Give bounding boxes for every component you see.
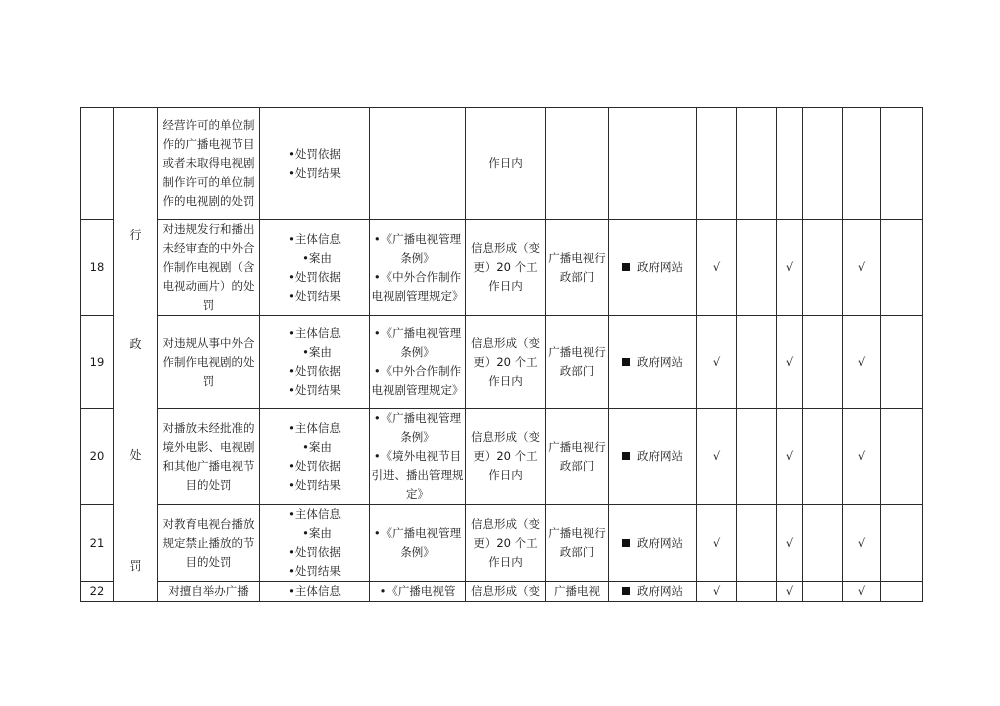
- content-item: [288, 230, 341, 249]
- check-cell: [737, 409, 777, 505]
- bullet-mark: •: [288, 326, 295, 340]
- check-cell: [697, 108, 737, 220]
- content-item: [288, 164, 341, 183]
- check-cell: [803, 316, 843, 409]
- legal-basis: [370, 505, 466, 582]
- bullet-mark: •: [288, 146, 295, 161]
- disclosure-content: [260, 582, 370, 602]
- content-text: 处罚结果: [294, 288, 341, 303]
- responsible-dept: 广播电视行政部门: [546, 505, 609, 582]
- disclosure-time: 作日内: [466, 108, 546, 220]
- row-number: 20: [81, 409, 114, 505]
- row-number: 22: [81, 582, 114, 602]
- content-text: 处罚依据: [294, 146, 341, 161]
- bullet-mark: •: [379, 584, 387, 598]
- bullet-mark: •: [373, 449, 381, 463]
- law-text: 《中外合作制作电视剧管理规定》: [371, 364, 464, 397]
- legal-basis: [370, 409, 466, 505]
- disclosure-channel: [609, 316, 697, 409]
- bullet-mark: •: [288, 231, 295, 246]
- category-char: 行: [129, 227, 142, 242]
- law-item: [370, 362, 465, 400]
- content-text: 主体信息: [294, 326, 341, 340]
- bullet-mark: •: [288, 269, 295, 284]
- check-cell: √: [777, 220, 803, 316]
- responsible-dept: 广播电视行政部门: [546, 220, 609, 316]
- disclosure-time: 信息形成（变更）20 个工作日内: [466, 409, 546, 505]
- check-cell: √: [843, 409, 881, 505]
- law-text: 《中外合作制作电视剧管理规定》: [371, 269, 464, 303]
- content-text: 案由: [308, 526, 332, 540]
- check-cell: [737, 220, 777, 316]
- disclosure-channel: [609, 582, 697, 602]
- law-item: [370, 447, 465, 504]
- content-item: [288, 505, 341, 524]
- item-name: 对播放未经批准的境外电影、电视剧和其他广播电视节目的处罚: [158, 409, 260, 505]
- check-cell: [803, 108, 843, 220]
- disclosure-channel: [609, 220, 697, 316]
- law-text: 《广播电视管理条例》: [380, 231, 462, 265]
- disclosure-channel: [609, 505, 697, 582]
- channel-text: 政府网站: [637, 584, 683, 598]
- responsible-dept: [546, 108, 609, 220]
- content-text: 处罚依据: [294, 269, 341, 284]
- square-bullet-icon: [622, 263, 630, 271]
- content-text: 主体信息: [294, 420, 341, 435]
- legal-basis: [370, 220, 466, 316]
- check-cell: [737, 108, 777, 220]
- category-char: 处: [129, 447, 142, 462]
- content-list: [288, 230, 341, 306]
- content-item: [288, 438, 341, 457]
- table-row: [81, 220, 923, 316]
- bullet-mark: •: [288, 364, 295, 378]
- table-row: [81, 316, 923, 409]
- law-text: 《广播电视管: [386, 584, 456, 598]
- check-cell: [737, 582, 777, 602]
- category-char: 罚: [129, 558, 142, 573]
- check-cell: √: [697, 409, 737, 505]
- bullet-mark: •: [288, 507, 295, 521]
- disclosure-time: 信息形成（变更）20 个工作日内: [466, 316, 546, 409]
- content-item: [288, 524, 341, 543]
- bullet-mark: •: [373, 269, 381, 284]
- content-item: [288, 543, 341, 562]
- check-cell: [881, 316, 923, 409]
- legal-basis: [370, 582, 466, 602]
- check-cell: √: [777, 316, 803, 409]
- check-cell: √: [843, 316, 881, 409]
- content-item: [288, 582, 341, 601]
- row-number: [81, 108, 114, 220]
- disclosure-content: [260, 220, 370, 316]
- bullet-mark: •: [373, 364, 381, 378]
- legal-basis: [370, 316, 466, 409]
- check-cell: [881, 409, 923, 505]
- responsible-dept: 广播电视行政部门: [546, 316, 609, 409]
- content-text: 处罚结果: [294, 383, 341, 397]
- content-text: 处罚依据: [294, 364, 341, 378]
- responsible-dept: 广播电视行政部门: [546, 409, 609, 505]
- bullet-mark: •: [373, 411, 381, 425]
- content-list: [288, 324, 341, 400]
- content-item: [288, 476, 341, 495]
- content-text: 处罚结果: [294, 165, 341, 180]
- bullet-mark: •: [288, 420, 295, 435]
- channel-text: 政府网站: [637, 354, 683, 369]
- content-item: [288, 419, 341, 438]
- law-text: 《广播电视管理条例》: [380, 526, 462, 559]
- check-cell: √: [697, 505, 737, 582]
- check-cell: √: [843, 220, 881, 316]
- bullet-mark: •: [373, 326, 381, 340]
- law-item: [370, 268, 465, 306]
- check-cell: √: [697, 220, 737, 316]
- disclosure-table: [80, 107, 923, 602]
- check-cell: √: [777, 409, 803, 505]
- bullet-mark: •: [373, 526, 381, 540]
- item-name: 对擅自举办广播: [158, 582, 260, 602]
- legal-basis: [370, 108, 466, 220]
- channel-text: 政府网站: [637, 449, 683, 463]
- disclosure-time: 信息形成（变更）20 个工作日内: [466, 220, 546, 316]
- item-name: 对违规从事中外合作制作电视剧的处罚: [158, 316, 260, 409]
- category-char: 政: [129, 336, 142, 351]
- bullet-mark: •: [302, 250, 309, 265]
- content-text: 主体信息: [294, 584, 341, 598]
- check-cell: [881, 505, 923, 582]
- disclosure-time: 信息形成（变: [466, 582, 546, 602]
- bullet-mark: •: [302, 345, 309, 359]
- check-cell: [881, 108, 923, 220]
- disclosure-content: [260, 505, 370, 582]
- content-item: [288, 381, 341, 400]
- check-cell: [803, 582, 843, 602]
- check-cell: √: [777, 582, 803, 602]
- disclosure-channel: [609, 409, 697, 505]
- table-row: [81, 409, 923, 505]
- disclosure-time: 信息形成（变更）20 个工作日内: [466, 505, 546, 582]
- row-number: 19: [81, 316, 114, 409]
- content-item: [288, 362, 341, 381]
- bullet-mark: •: [288, 383, 295, 397]
- content-list: [288, 505, 341, 581]
- bullet-mark: •: [288, 477, 295, 492]
- check-cell: [881, 582, 923, 602]
- check-cell: √: [697, 582, 737, 602]
- square-bullet-icon: [622, 587, 630, 595]
- check-cell: [737, 316, 777, 409]
- content-item: [288, 457, 341, 476]
- law-text: 《境外电视节目引进、播出管理规定》: [371, 449, 464, 501]
- disclosure-channel: [609, 108, 697, 220]
- bullet-mark: •: [288, 564, 295, 578]
- channel-text: 政府网站: [637, 260, 683, 274]
- bullet-mark: •: [288, 545, 295, 559]
- content-text: 主体信息: [294, 507, 341, 521]
- content-text: 主体信息: [294, 231, 341, 246]
- law-item: [370, 524, 465, 562]
- table-row: [81, 582, 923, 602]
- table-body: [81, 108, 923, 602]
- check-cell: [843, 108, 881, 220]
- check-cell: √: [697, 316, 737, 409]
- disclosure-content: [260, 409, 370, 505]
- content-list: [288, 419, 341, 495]
- law-text: 《广播电视管理条例》: [380, 326, 462, 359]
- row-number: 18: [81, 220, 114, 316]
- item-name: 对教育电视台播放规定禁止播放的节目的处罚: [158, 505, 260, 582]
- channel-text: 政府网站: [637, 535, 683, 550]
- table-row: [81, 505, 923, 582]
- bullet-mark: •: [288, 288, 295, 303]
- content-text: 处罚结果: [294, 477, 341, 492]
- square-bullet-icon: [622, 358, 630, 366]
- responsible-dept: 广播电视: [546, 582, 609, 602]
- content-text: 案由: [308, 345, 332, 359]
- content-text: 处罚依据: [294, 545, 341, 559]
- content-text: 处罚结果: [294, 564, 341, 578]
- check-cell: [803, 220, 843, 316]
- law-item: [370, 582, 465, 601]
- content-item: [288, 324, 341, 343]
- check-cell: [803, 505, 843, 582]
- item-name: 对违规发行和播出未经审查的中外合作制作电视剧（含电视动画片）的处罚: [158, 220, 260, 316]
- bullet-mark: •: [302, 439, 309, 454]
- law-item: [370, 409, 465, 447]
- content-text: 案由: [308, 439, 332, 454]
- content-item: [288, 145, 341, 164]
- bullet-mark: •: [288, 165, 295, 180]
- check-cell: √: [843, 505, 881, 582]
- check-cell: [881, 220, 923, 316]
- content-list: [288, 145, 341, 183]
- disclosure-content: [260, 316, 370, 409]
- category-cell: [114, 108, 158, 602]
- law-item: [370, 324, 465, 362]
- bullet-mark: •: [288, 458, 295, 473]
- law-item: [370, 230, 465, 268]
- content-list: [288, 582, 341, 601]
- row-number: 21: [81, 505, 114, 582]
- disclosure-content: [260, 108, 370, 220]
- content-text: 处罚依据: [294, 458, 341, 473]
- check-cell: [737, 505, 777, 582]
- content-text: 案由: [308, 250, 332, 265]
- content-item: [288, 562, 341, 581]
- square-bullet-icon: [622, 539, 630, 547]
- law-text: 《广播电视管理条例》: [380, 411, 462, 444]
- square-bullet-icon: [622, 452, 630, 460]
- content-item: [288, 287, 341, 306]
- bullet-mark: •: [288, 584, 295, 598]
- bullet-mark: •: [373, 231, 381, 246]
- check-cell: [777, 108, 803, 220]
- check-cell: √: [843, 582, 881, 602]
- content-item: [288, 268, 341, 287]
- item-name: 经营许可的单位制作的广播电视节目或者未取得电视剧制作许可的单位制作的电视剧的处罚: [158, 108, 260, 220]
- check-cell: √: [777, 505, 803, 582]
- table-row: [81, 108, 923, 220]
- bullet-mark: •: [302, 526, 309, 540]
- check-cell: [803, 409, 843, 505]
- content-item: [288, 249, 341, 268]
- content-item: [288, 343, 341, 362]
